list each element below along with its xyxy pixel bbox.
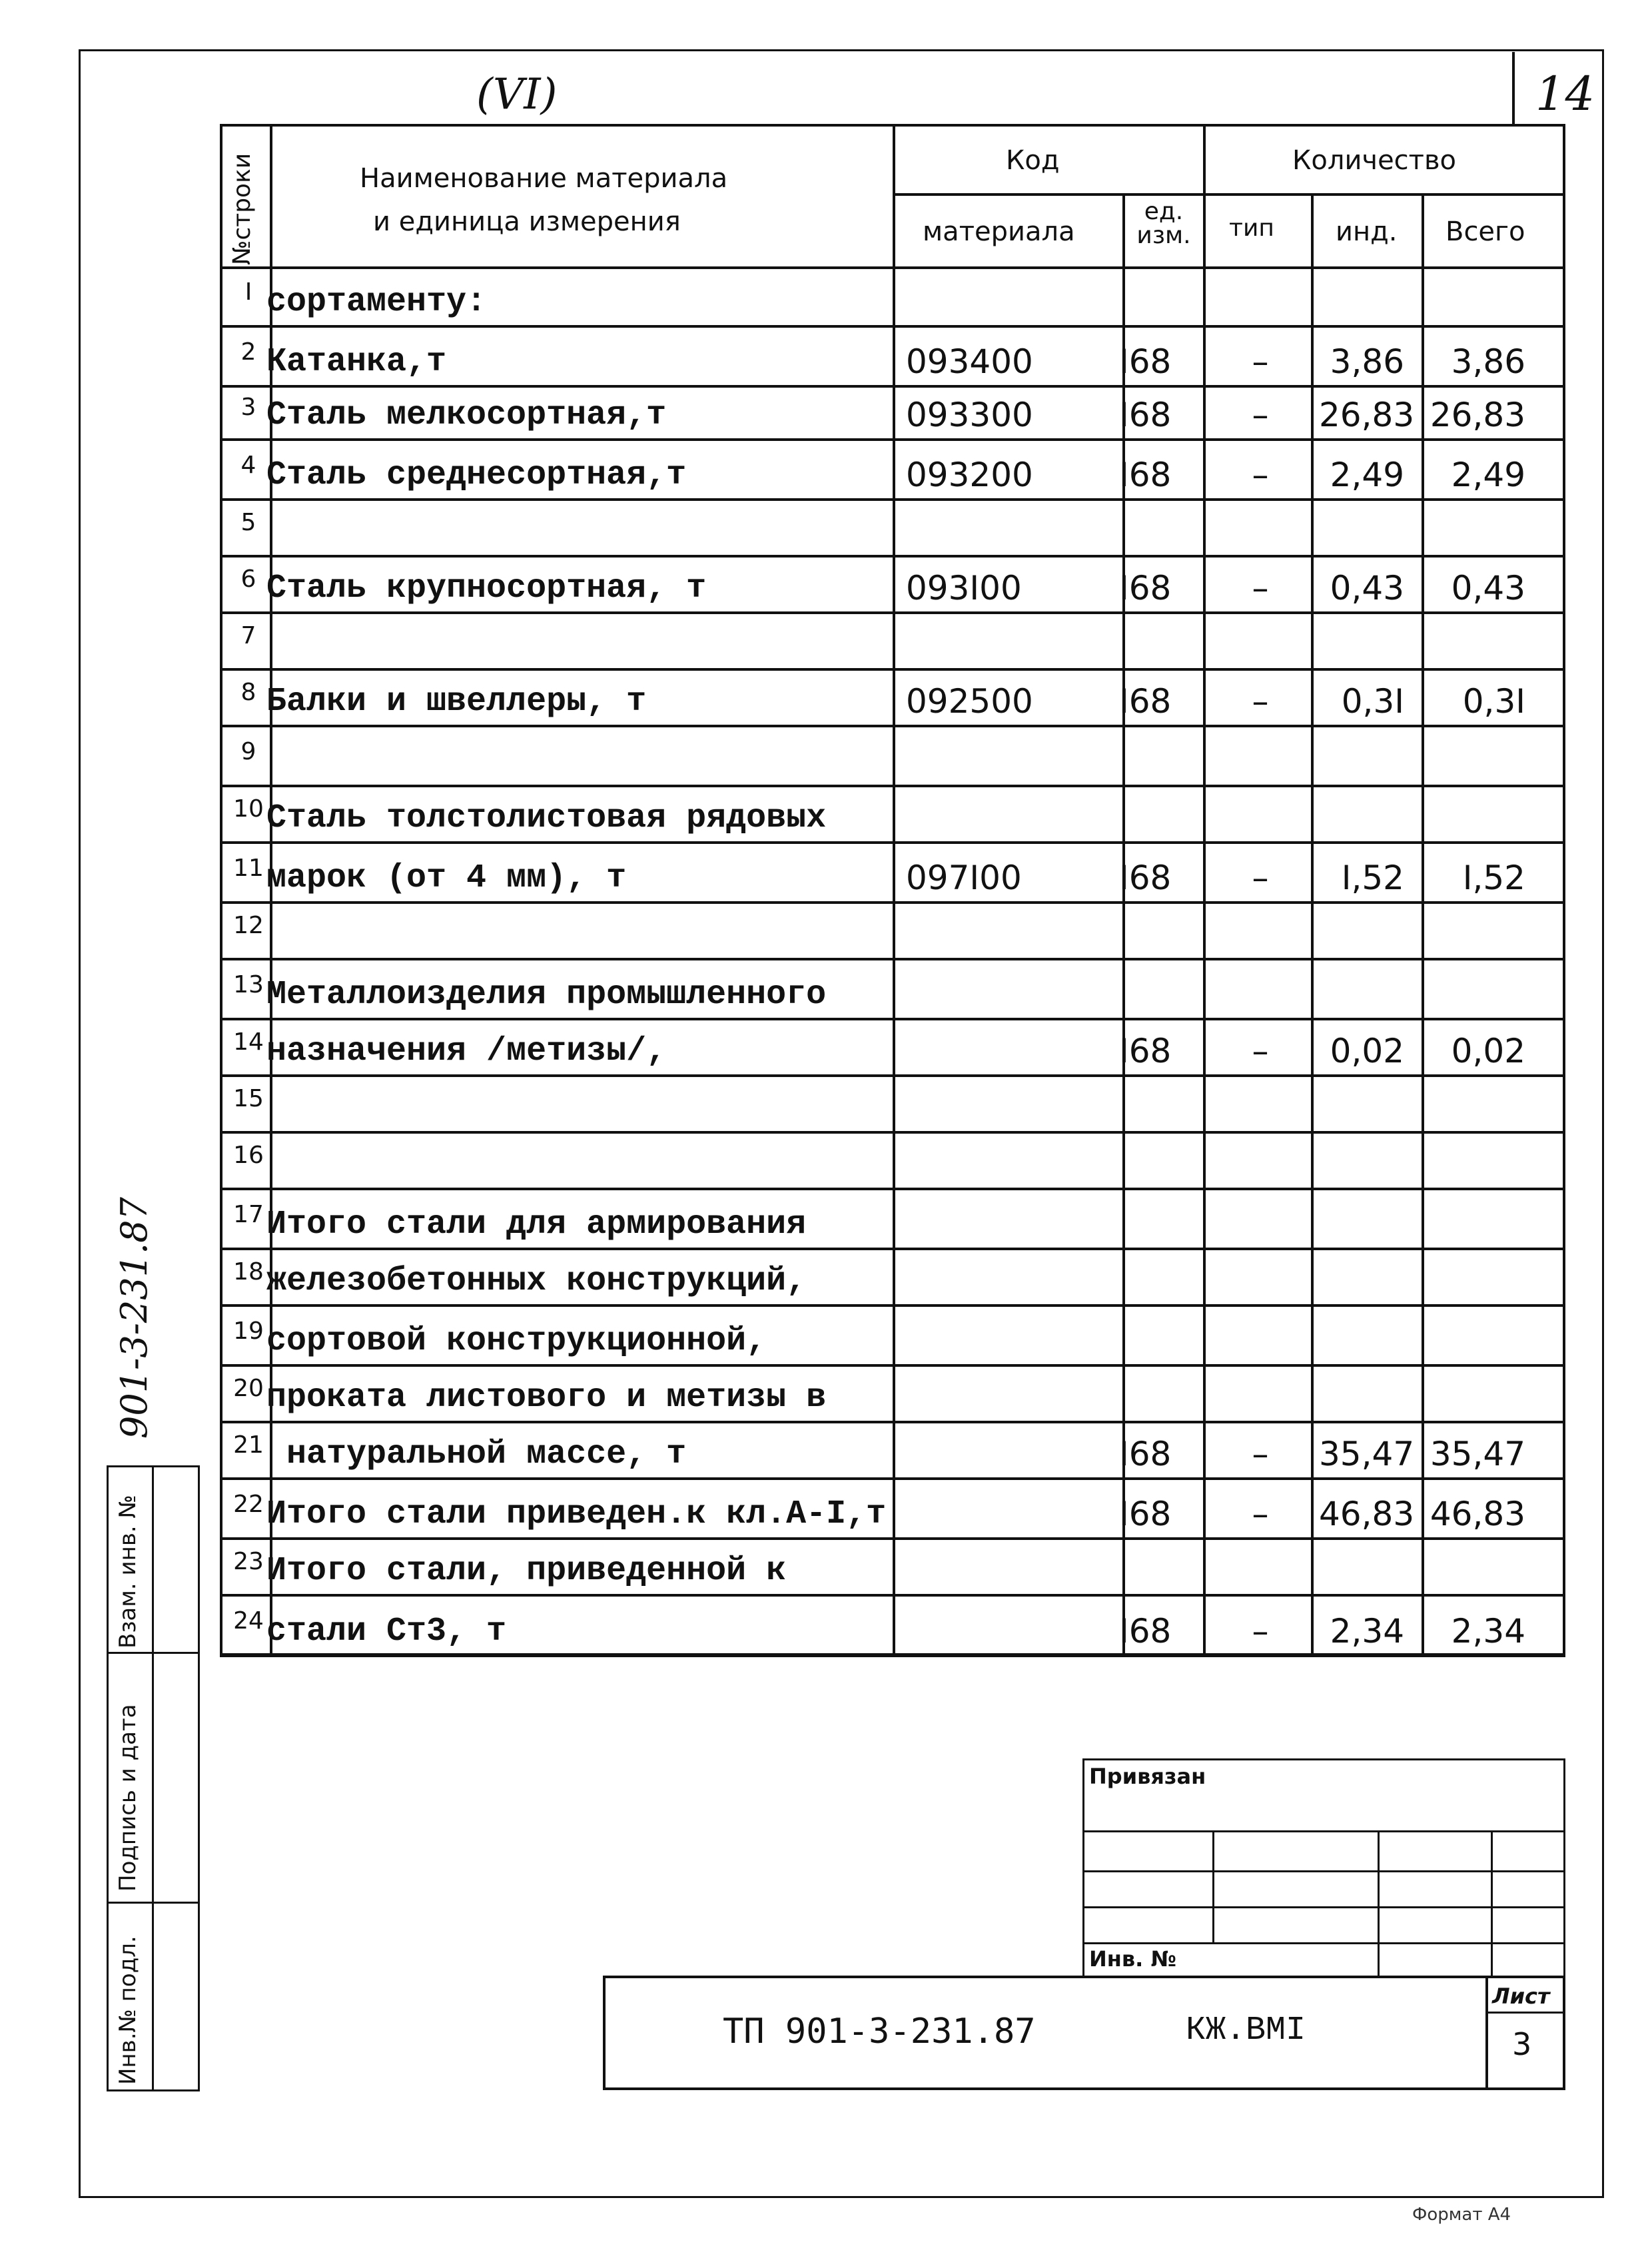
cell-n: 22	[233, 1490, 264, 1518]
sheet-top-label: (VI)	[476, 70, 558, 119]
cell-unit: I68	[1119, 1495, 1172, 1533]
cell-total: 0,3I	[1462, 682, 1525, 721]
cell-name: Итого стали для армирования	[266, 1206, 807, 1244]
cell-ind: 3,86	[1330, 342, 1404, 381]
side-stamp-hline-2	[107, 1902, 200, 1904]
cell-ind: 0,02	[1330, 1032, 1404, 1070]
cell-ind: I,52	[1341, 859, 1404, 897]
header-code-unit: ед. изм.	[1136, 198, 1191, 249]
cell-type: –	[1252, 1435, 1269, 1473]
cell-ind: 35,47	[1319, 1435, 1415, 1473]
bound-block-frame	[1082, 1758, 1565, 1978]
side-stamp-sign-date: Подпись и дата	[115, 1704, 141, 1892]
bound-hline-4	[1082, 1942, 1565, 1944]
header-code: Код	[1006, 145, 1060, 176]
cell-total: 0,43	[1451, 569, 1525, 607]
cell-n: 7	[240, 622, 256, 650]
cell-n: 11	[233, 854, 264, 882]
cell-total: 2,49	[1451, 456, 1525, 494]
cell-code: 097I00	[906, 859, 1022, 897]
cell-unit: I68	[1119, 396, 1172, 434]
cell-type: –	[1252, 1032, 1269, 1070]
table-row	[0, 1306, 1652, 1365]
header-name-line1: Наименование материала	[360, 163, 728, 194]
cell-n: 18	[233, 1258, 264, 1286]
table-row	[0, 903, 1652, 959]
table-row	[0, 1189, 1652, 1249]
cell-unit: I68	[1119, 456, 1172, 494]
table-row	[0, 440, 1652, 500]
row-divider	[220, 1655, 1565, 1657]
cell-name: Катанка,т	[266, 343, 447, 381]
table-row	[0, 1132, 1652, 1189]
sheet-no-hline	[1485, 2012, 1565, 2014]
cell-code: 093I00	[906, 569, 1022, 607]
header-qty-ind: инд.	[1336, 216, 1398, 247]
page-number-divider	[1512, 52, 1515, 125]
table-row	[0, 326, 1652, 386]
cell-name: Балки и швеллеры, т	[266, 683, 647, 721]
cell-ind: 2,49	[1330, 456, 1404, 494]
cell-ind: 46,83	[1319, 1495, 1415, 1533]
cell-n: 21	[233, 1431, 264, 1459]
cell-type: –	[1252, 342, 1269, 381]
cell-name: Сталь толстолистовая рядовых	[266, 799, 827, 837]
bound-hline-1	[1082, 1830, 1565, 1832]
cell-total: 0,02	[1451, 1032, 1525, 1070]
table-row	[0, 266, 1652, 326]
cell-name: Сталь среднесортная,т	[266, 456, 687, 494]
table-row	[0, 959, 1652, 1019]
header-row-number: №строки	[228, 153, 256, 265]
bound-vline-3	[1491, 1830, 1493, 1978]
cell-type: –	[1252, 396, 1269, 434]
cell-total: 3,86	[1451, 342, 1525, 381]
table-row	[0, 556, 1652, 613]
cell-total: 35,47	[1430, 1435, 1525, 1473]
header-qty-total: Всего	[1446, 216, 1525, 247]
cell-code: 093200	[906, 456, 1033, 494]
cell-ind: 0,43	[1330, 569, 1404, 607]
cell-total: I,52	[1462, 859, 1525, 897]
table-row	[0, 1479, 1652, 1539]
table-row	[0, 1249, 1652, 1306]
cell-type: –	[1252, 1612, 1269, 1651]
cell-type: –	[1252, 1495, 1269, 1533]
cell-name: железобетонных конструкций,	[266, 1262, 807, 1300]
bound-hline-3	[1082, 1906, 1565, 1908]
cell-name: стали Ст3, т	[266, 1613, 507, 1651]
cell-unit: I68	[1119, 1032, 1172, 1070]
hline-header-mid	[893, 193, 1565, 196]
cell-unit: I68	[1119, 342, 1172, 381]
format-note: Формат А4	[1412, 2205, 1511, 2225]
document-code: ТП 901-3-231.87	[723, 2012, 1036, 2052]
table-row	[0, 843, 1652, 903]
cell-type: –	[1252, 859, 1269, 897]
header-quantity: Количество	[1292, 145, 1457, 176]
bound-label: Привязан	[1089, 1764, 1206, 1789]
cell-n: 8	[240, 679, 256, 707]
cell-n: 23	[233, 1548, 264, 1576]
cell-n: 12	[233, 912, 264, 940]
sheet-label: Лист	[1492, 1984, 1550, 2009]
side-stamp-orig-inv: Инв.№ подл.	[115, 1936, 141, 2085]
table-row	[0, 1539, 1652, 1595]
sheet-no-divider	[1485, 1976, 1488, 2090]
table-row	[0, 1422, 1652, 1479]
handwritten-project-code: 901-3-231.87	[113, 1197, 155, 1439]
cell-type: –	[1252, 569, 1269, 607]
table-row	[0, 1365, 1652, 1422]
page-number: 14	[1535, 67, 1595, 121]
cell-code: 093400	[906, 342, 1033, 381]
cell-n: 4	[240, 451, 256, 479]
cell-ind: 0,3I	[1341, 682, 1404, 721]
table-row	[0, 786, 1652, 843]
header-qty-type: тип	[1229, 214, 1274, 242]
cell-unit: I68	[1119, 569, 1172, 607]
cell-total: 26,83	[1430, 396, 1525, 434]
document-mark: КЖ.ВМI	[1186, 2012, 1306, 2050]
cell-total: 46,83	[1430, 1495, 1525, 1533]
bound-vline-2	[1378, 1830, 1380, 1978]
cell-n: I	[244, 278, 252, 306]
cell-n: 19	[233, 1317, 264, 1345]
cell-name: сортаменту:	[266, 283, 487, 321]
cell-type: –	[1252, 456, 1269, 494]
cell-ind: 26,83	[1319, 396, 1415, 434]
table-row	[0, 386, 1652, 440]
bound-vline-1	[1212, 1830, 1214, 1944]
cell-ind: 2,34	[1330, 1612, 1404, 1651]
cell-name: Металлоизделия промышленного	[266, 976, 827, 1014]
cell-code: 093300	[906, 396, 1033, 434]
cell-n: 10	[233, 795, 264, 823]
cell-name: Итого стали приведен.к кл.А-I,т	[266, 1495, 887, 1533]
table-row	[0, 669, 1652, 726]
table-row	[0, 613, 1652, 669]
header-name-line2: и единица измерения	[373, 206, 681, 237]
cell-n: 24	[233, 1607, 264, 1635]
table-row	[0, 500, 1652, 556]
cell-n: 2	[240, 338, 256, 366]
side-stamp-replaces-inv: Взам. инв. №	[115, 1495, 141, 1649]
cell-name: Сталь мелкосортная,т	[266, 396, 667, 434]
cell-name: назначения /метизы/,	[266, 1032, 667, 1070]
cell-n: 17	[233, 1200, 264, 1228]
cell-type: –	[1252, 682, 1269, 721]
side-stamp-hline-1	[107, 1652, 200, 1654]
cell-name: проката листового и метизы в	[266, 1379, 827, 1417]
cell-n: 6	[240, 565, 256, 593]
cell-unit: I68	[1119, 859, 1172, 897]
cell-n: 5	[240, 509, 256, 537]
cell-unit: I68	[1119, 682, 1172, 721]
cell-name: натуральной массе, т	[266, 1435, 687, 1473]
table-row	[0, 1595, 1652, 1656]
cell-name: сортовой конструкционной,	[266, 1322, 767, 1360]
cell-name: Сталь крупносортная, т	[266, 569, 707, 607]
cell-unit: I68	[1119, 1435, 1172, 1473]
cell-n: 20	[233, 1375, 264, 1403]
table-row	[0, 1076, 1652, 1132]
cell-name: Итого стали, приведенной к	[266, 1552, 787, 1590]
inv-number-label: Инв. №	[1089, 1946, 1176, 1972]
cell-name: марок (от 4 мм), т	[266, 859, 627, 897]
header-code-material: материала	[923, 216, 1075, 247]
cell-total: 2,34	[1451, 1612, 1525, 1651]
cell-n: 16	[233, 1142, 264, 1170]
cell-n: 9	[240, 737, 256, 765]
table-row	[0, 1019, 1652, 1076]
cell-n: 14	[233, 1028, 264, 1056]
cell-n: 13	[233, 970, 264, 998]
cell-n: 15	[233, 1085, 264, 1113]
cell-unit: I68	[1119, 1612, 1172, 1651]
table-row	[0, 726, 1652, 786]
cell-code: 092500	[906, 682, 1033, 721]
sheet-number: 3	[1512, 2026, 1532, 2062]
side-stamp-divider	[152, 1465, 154, 2091]
bound-hline-2	[1082, 1870, 1565, 1872]
cell-n: 3	[240, 394, 256, 421]
